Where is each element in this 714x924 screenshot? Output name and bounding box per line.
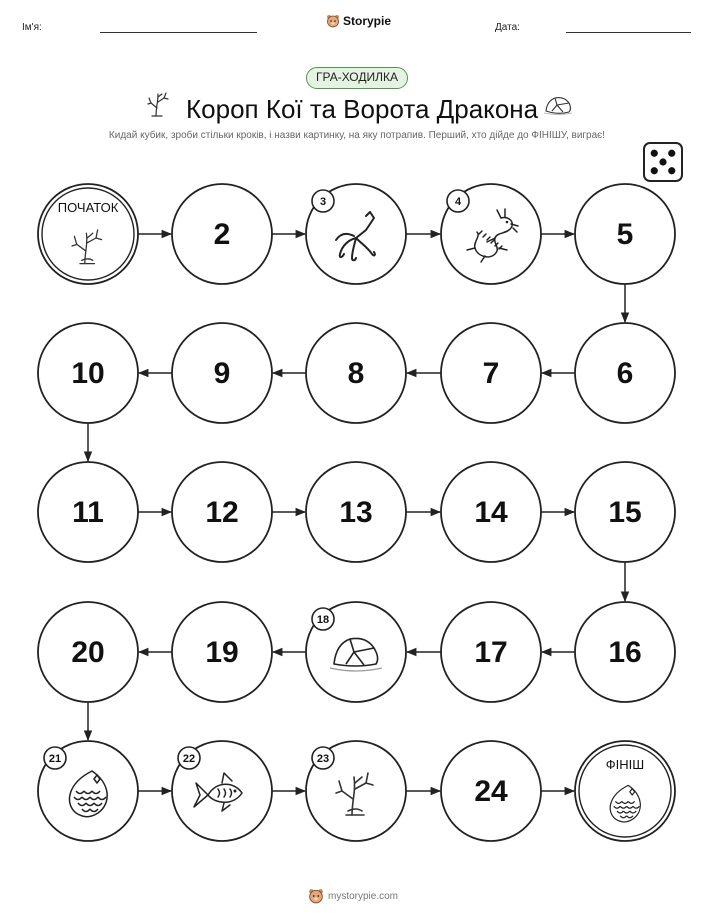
board-space-8[interactable] (306, 323, 406, 423)
space-number: 12 (205, 496, 239, 529)
space-number: 2 (213, 218, 231, 251)
board-space-14[interactable] (441, 462, 541, 562)
board-space-22[interactable] (172, 741, 272, 841)
space-number-badge: 4 (454, 196, 462, 208)
space-number: 9 (213, 357, 231, 390)
dice-pip (659, 158, 666, 165)
space-number: 7 (482, 357, 500, 390)
board-space-12[interactable] (172, 462, 272, 562)
board-space-3[interactable] (306, 184, 406, 284)
footer (308, 888, 398, 904)
board-space-11[interactable] (38, 462, 138, 562)
space-number: 13 (339, 496, 373, 529)
space-number: 8 (347, 357, 365, 390)
board-space-24[interactable] (441, 741, 541, 841)
space-number: 10 (71, 357, 105, 390)
footer-url: mystorypie.com (328, 890, 399, 902)
space-number: 24 (474, 775, 508, 808)
start-space[interactable] (38, 184, 138, 284)
space-number-badge: 23 (316, 753, 330, 765)
space-number: 6 (616, 357, 634, 390)
space-number-badge: 18 (316, 614, 330, 626)
name-label: Ім'я: (22, 22, 42, 33)
board-space-15[interactable] (575, 462, 675, 562)
dice-pip (651, 150, 658, 157)
space-number: 20 (71, 636, 105, 669)
bear-icon (308, 888, 324, 904)
board-space-4[interactable] (441, 184, 541, 284)
brand-name: Storypie (343, 14, 392, 28)
start-label: ПОЧАТОК (57, 200, 119, 215)
board-space-10[interactable] (38, 323, 138, 423)
space-number-badge: 21 (48, 753, 62, 765)
finish-space[interactable] (575, 741, 675, 841)
page-title: Короп Кої та Ворота Дракона (186, 94, 539, 124)
board-space-21[interactable] (38, 741, 138, 841)
board-space-2[interactable] (172, 184, 272, 284)
board-space-17[interactable] (441, 602, 541, 702)
space-number: 5 (616, 218, 634, 251)
space-number: 14 (474, 496, 508, 529)
space-number-badge: 22 (182, 753, 196, 765)
instructions-text: Кидай кубик, зроби стільки кроків, і назви картинку, на яку потрапив. Перший, хто дійде до ФІНІШУ, виграє! (108, 130, 606, 141)
board-space-5[interactable] (575, 184, 675, 284)
space-number: 15 (608, 496, 642, 529)
board-space-23[interactable] (306, 741, 406, 841)
game-type-badge: ГРА-ХОДИЛКА (306, 67, 408, 89)
dice-icon (644, 143, 682, 181)
board-space-20[interactable] (38, 602, 138, 702)
space-number: 19 (205, 636, 239, 669)
dice-pip (668, 167, 675, 174)
date-label: Дата: (495, 22, 520, 33)
board-space-9[interactable] (172, 323, 272, 423)
space-number-badge: 3 (319, 196, 327, 208)
board-space-7[interactable] (441, 323, 541, 423)
space-number: 16 (608, 636, 642, 669)
board-space-16[interactable] (575, 602, 675, 702)
dice-pip (668, 150, 675, 157)
space-number: 17 (474, 636, 508, 669)
board-space-13[interactable] (306, 462, 406, 562)
dice-pip (651, 167, 658, 174)
board-space-6[interactable] (575, 323, 675, 423)
board-space-18[interactable] (306, 602, 406, 702)
board-space-19[interactable] (172, 602, 272, 702)
space-number: 11 (72, 496, 104, 529)
finish-label: ФІНІШ (605, 757, 645, 772)
